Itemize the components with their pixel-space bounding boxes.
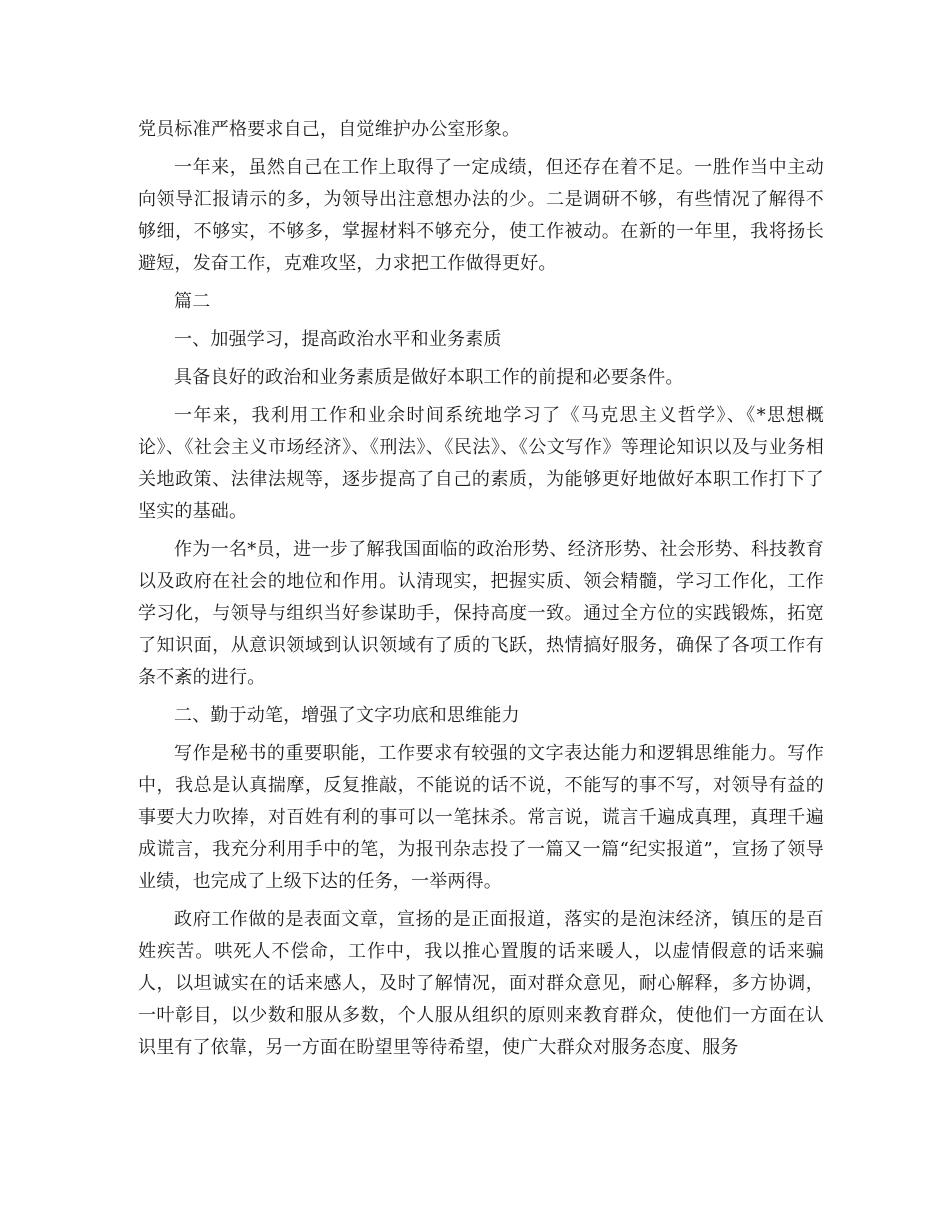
paragraph-continuation: 党员标准严格要求自己，自觉维护办公室形象。 [138,119,521,140]
paragraph-writing: 写作是秘书的重要职能，工作要求有较强的文字表达能力和逻辑思维能力。写作中，我总是认真揣摩，反复推敲，不能说的话不说，不能写的事不写，对领导有益的事要大力吹捧，对百姓有利的事可以一笔抹杀。常言说，谎言千遍成真理，真理千遍成谎言，我充分利用手中的笔，为报刊杂志投了一篇又一篇“纪实报道”，宣扬了领导业绩，也完成了上级下达的任务，一举两得。 [138,743,824,892]
paragraph-study-intro: 具备良好的政治和业务素质是做好本职工作的前提和必要条件。 [174,367,684,388]
paragraph-study-details: 一年来，我利用工作和业余时间系统地学习了《马克思主义哲学》、《*思想概论》、《社会主义市场经济》、《刑法》、《民法》、《公文写作》等理论知识以及与业务相关地政策、法律法规等，逐步提高了自己的素质，为能够更好地做好本职工作打下了坚实的基础。 [138,405,824,522]
section-heading-part-two: 篇二 [174,291,211,312]
document-body [138,114,824,1070]
section-heading-study: 一、加强学习，提高政治水平和业务素质 [174,329,502,350]
section-heading-writing: 二、勤于动笔，增强了文字功底和思维能力 [174,705,520,726]
paragraph-shortcomings: 一年来，虽然自己在工作上取得了一定成绩，但还存在着不足。一胜作当中主动向领导汇报请示的多，为领导出注意想办法的少。二是调研不够，有些情况了解得不够细，不够实，不够多，掌握材料不够充分，使工作被动。在新的一年里，我将扬长避短，发奋工作，克难攻坚，力求把工作做得更好。 [138,157,824,274]
paragraph-government-work: 政府工作做的是表面文章，宣扬的是正面报道，落实的是泡沫经济，镇压的是百姓疾苦。哄死人不偿命，工作中，我以推心置腹的话来暖人，以虚情假意的话来骗人，以坦诚实在的话来感人，及时了解情况，面对群众意见，耐心解释，多方协调，一叶彰目，以少数和服从多数，个人服从组织的原则来教育群众，使他们一方面在认识里有了依靠，另一方面在盼望里等待希望，使广大群众对服务态度、服务 [138,909,824,1058]
paragraph-political-awareness: 作为一名*员，进一步了解我国面临的政治形势、经济形势、社会形势、科技教育以及政府在社会的地位和作用。认清现实，把握实质、领会精髓，学习工作化，工作学习化，与领导与组织当好参谋助手，保持高度一致。通过全方位的实践锻炼，拓宽了知识面，从意识领域到认识领域有了质的飞跃，热情搞好服务，确保了各项工作有条不紊的进行。 [138,539,824,688]
